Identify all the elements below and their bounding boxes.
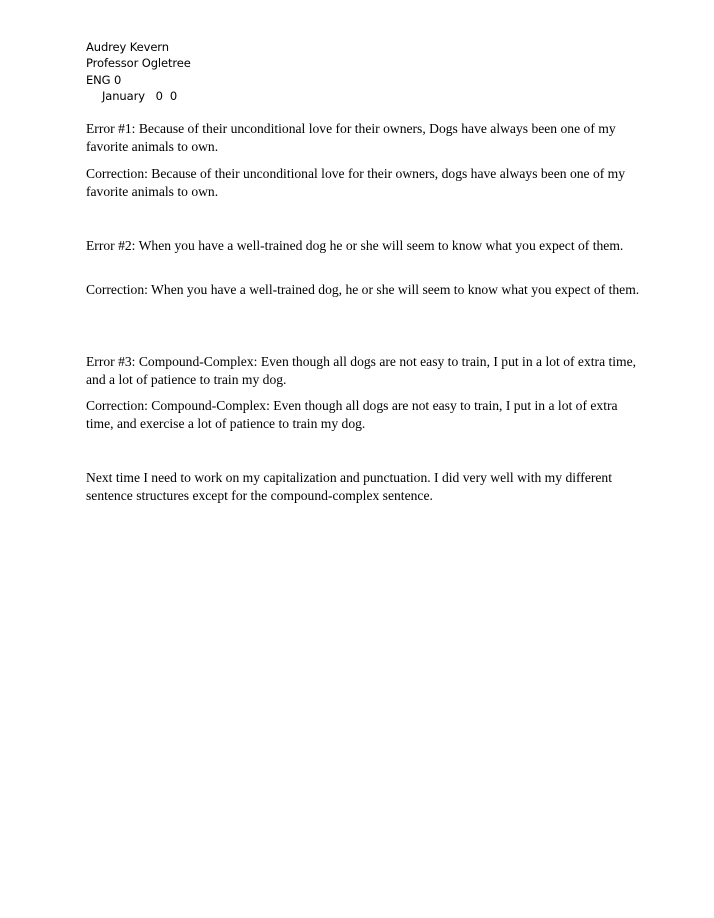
correction-2-text: Correction: When you have a well-trained dog, he or she will seem to know what you expect of them. — [86, 282, 640, 297]
error-3-text: Error #3: Compound-Complex: Even though all dogs are not easy to train, I put in a lot of extra time, and a lot of patience to train my dog. — [86, 354, 637, 387]
correction-2-paragraph — [86, 281, 646, 299]
document-header — [86, 39, 191, 104]
course-name: ENG 0 — [86, 72, 122, 87]
student-name: Audrey Kevern — [86, 40, 169, 54]
professor-name: Professor Ogletree — [86, 56, 191, 71]
correction-1-text: Correction: Because of their unconditional love for their owners, dogs have always been one of my favorite animals to own. — [86, 166, 626, 199]
correction-3-text: Correction: Compound-Complex: Even though all dogs are not easy to train, I put in a lot of extra time, and exercise a lot of patience to train my dog. — [86, 398, 618, 431]
closing-note-paragraph — [86, 469, 646, 504]
error-1-text: Error #1: Because of their unconditional love for their owners, Dogs have always been one of my favorite animals to own. — [86, 121, 616, 154]
error-2-text: Error #2: When you have a well-trained dog he or she will seem to know what you expect of them. — [86, 238, 624, 253]
correction-3-paragraph — [86, 397, 646, 432]
error-3-paragraph — [86, 353, 646, 388]
error-1-paragraph — [86, 120, 646, 155]
document-date: January 0 0 — [102, 88, 178, 103]
closing-note-text: Next time I need to work on my capitalization and punctuation. I did very well with my different sentence structures except for the compound-complex sentence. — [86, 470, 612, 503]
error-2-paragraph — [86, 237, 646, 255]
correction-1-paragraph — [86, 165, 646, 200]
